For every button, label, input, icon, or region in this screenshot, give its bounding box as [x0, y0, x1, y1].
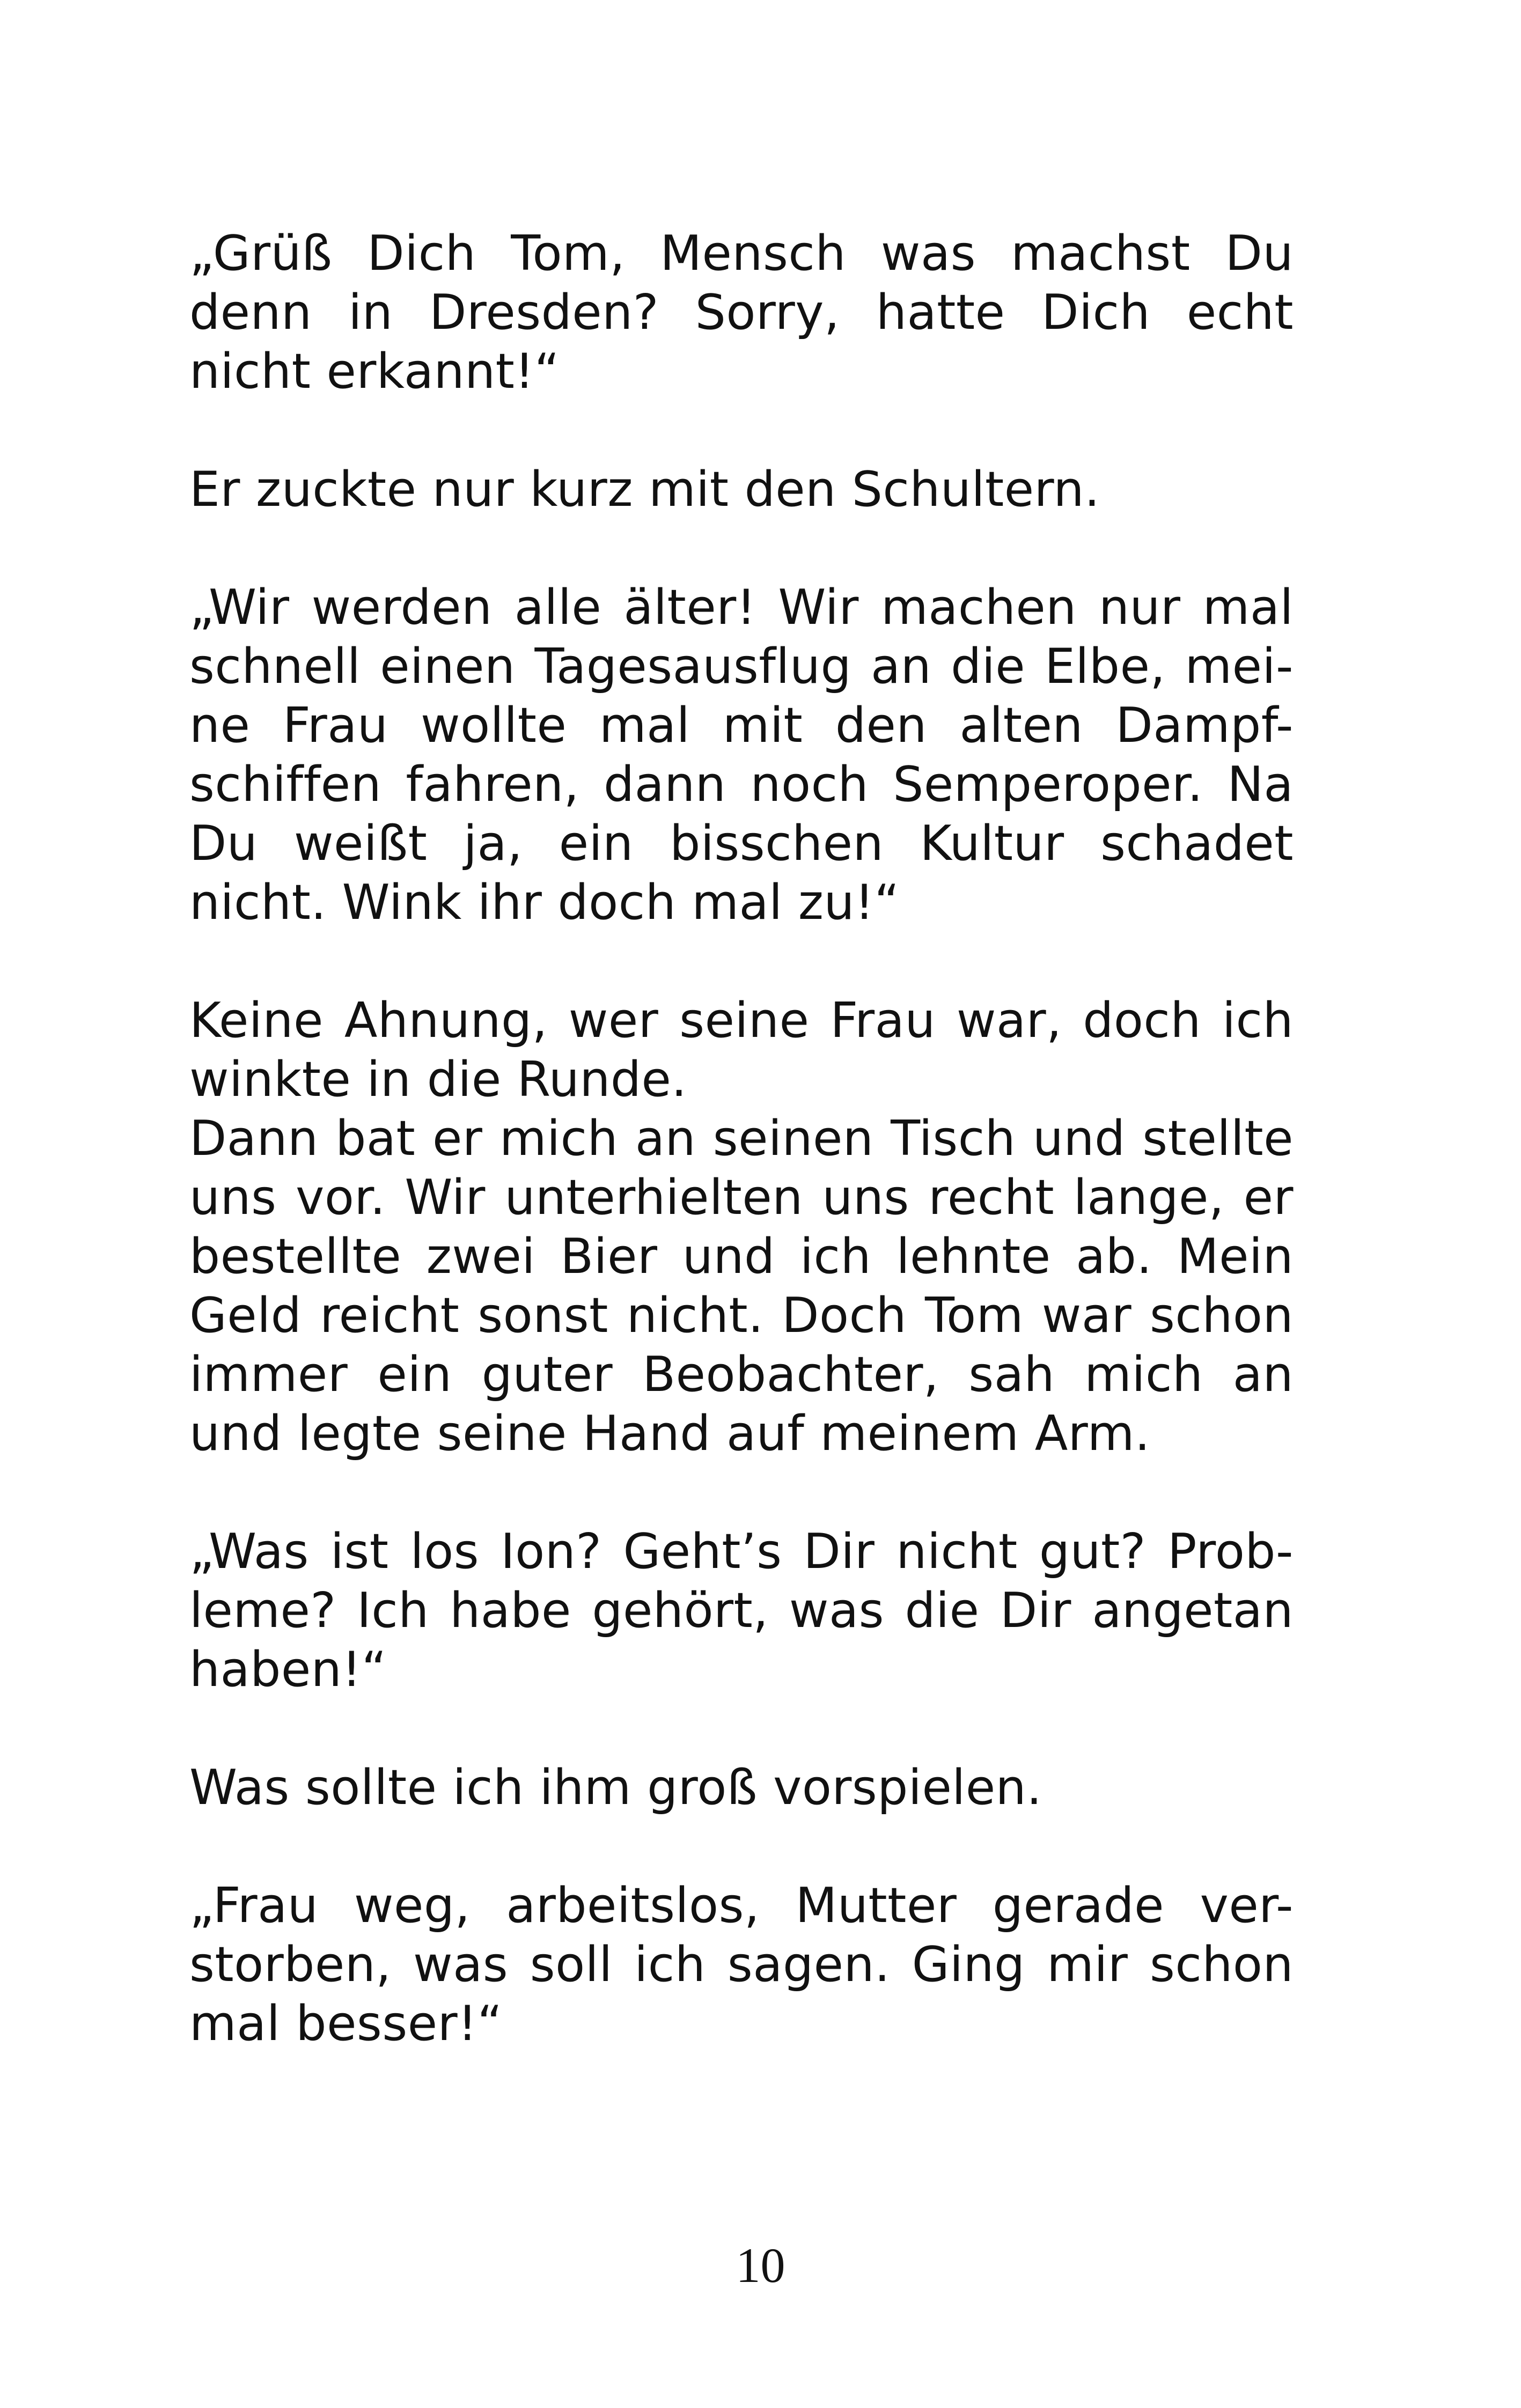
text-line: storben, was soll ich sagen. Ging mir schon: [189, 1936, 1294, 1993]
text-line: haben!“: [189, 1641, 387, 1698]
text-line: bestellte zwei Bier und ich lehnte ab. Mein: [189, 1228, 1294, 1285]
text-line: und legte seine Hand auf meinem Arm.: [189, 1405, 1150, 1462]
paragraph-7: [189, 1758, 1294, 1817]
text-line: winkte in die Runde.: [189, 1051, 687, 1108]
text-line: immer ein guter Beobachter, sah mich an: [189, 1346, 1294, 1403]
text-line: „Frau weg, arbeitslos, Mutter gerade ver-: [189, 1877, 1294, 1934]
paragraph-5: [189, 1109, 1294, 1463]
paragraph-1: [189, 224, 1294, 401]
text-line: Er zuckte nur kurz mit den Schultern.: [189, 461, 1100, 518]
paragraph-8: [189, 1876, 1294, 2053]
text-line: uns vor. Wir unterhielten uns recht lange, er: [189, 1169, 1294, 1226]
text-line: Was sollte ich ihm groß vorspielen.: [189, 1759, 1042, 1816]
paragraph-6: [189, 1522, 1294, 1699]
text-line: Keine Ahnung, wer seine Frau war, doch ich: [189, 992, 1294, 1049]
text-line: mal besser!“: [189, 1995, 503, 2052]
text-line: nicht erkannt!“: [189, 343, 560, 400]
text-line: denn in Dresden? Sorry, hatte Dich echt: [189, 284, 1294, 341]
text-line: Geld reicht sonst nicht. Doch Tom war schon: [189, 1287, 1294, 1344]
text-line: Du weißt ja, ein bisschen Kultur schadet: [189, 815, 1294, 872]
text-line: leme? Ich habe gehört, was die Dir angetan: [189, 1582, 1294, 1639]
paragraph-3: [189, 578, 1294, 932]
text-line: schiffen fahren, dann noch Semperoper. Na: [189, 756, 1294, 813]
page-number: 10: [736, 2238, 785, 2293]
paragraph-4: [189, 991, 1294, 1109]
text-line: „Wir werden alle älter! Wir machen nur mal: [189, 579, 1294, 636]
text-line: nicht. Wink ihr doch mal zu!“: [189, 874, 900, 931]
text-line: ne Frau wollte mal mit den alten Dampf-: [189, 697, 1294, 754]
text-line: „Was ist los Ion? Geht’s Dir nicht gut? Prob-: [189, 1523, 1294, 1580]
paragraph-2: [189, 460, 1294, 519]
text-line: „Grüß Dich Tom, Mensch was machst Du: [189, 225, 1294, 282]
body-text: [189, 224, 1294, 2112]
text-line: schnell einen Tagesausflug an die Elbe, mei-: [189, 638, 1294, 695]
text-line: Dann bat er mich an seinen Tisch und stellte: [189, 1110, 1294, 1167]
